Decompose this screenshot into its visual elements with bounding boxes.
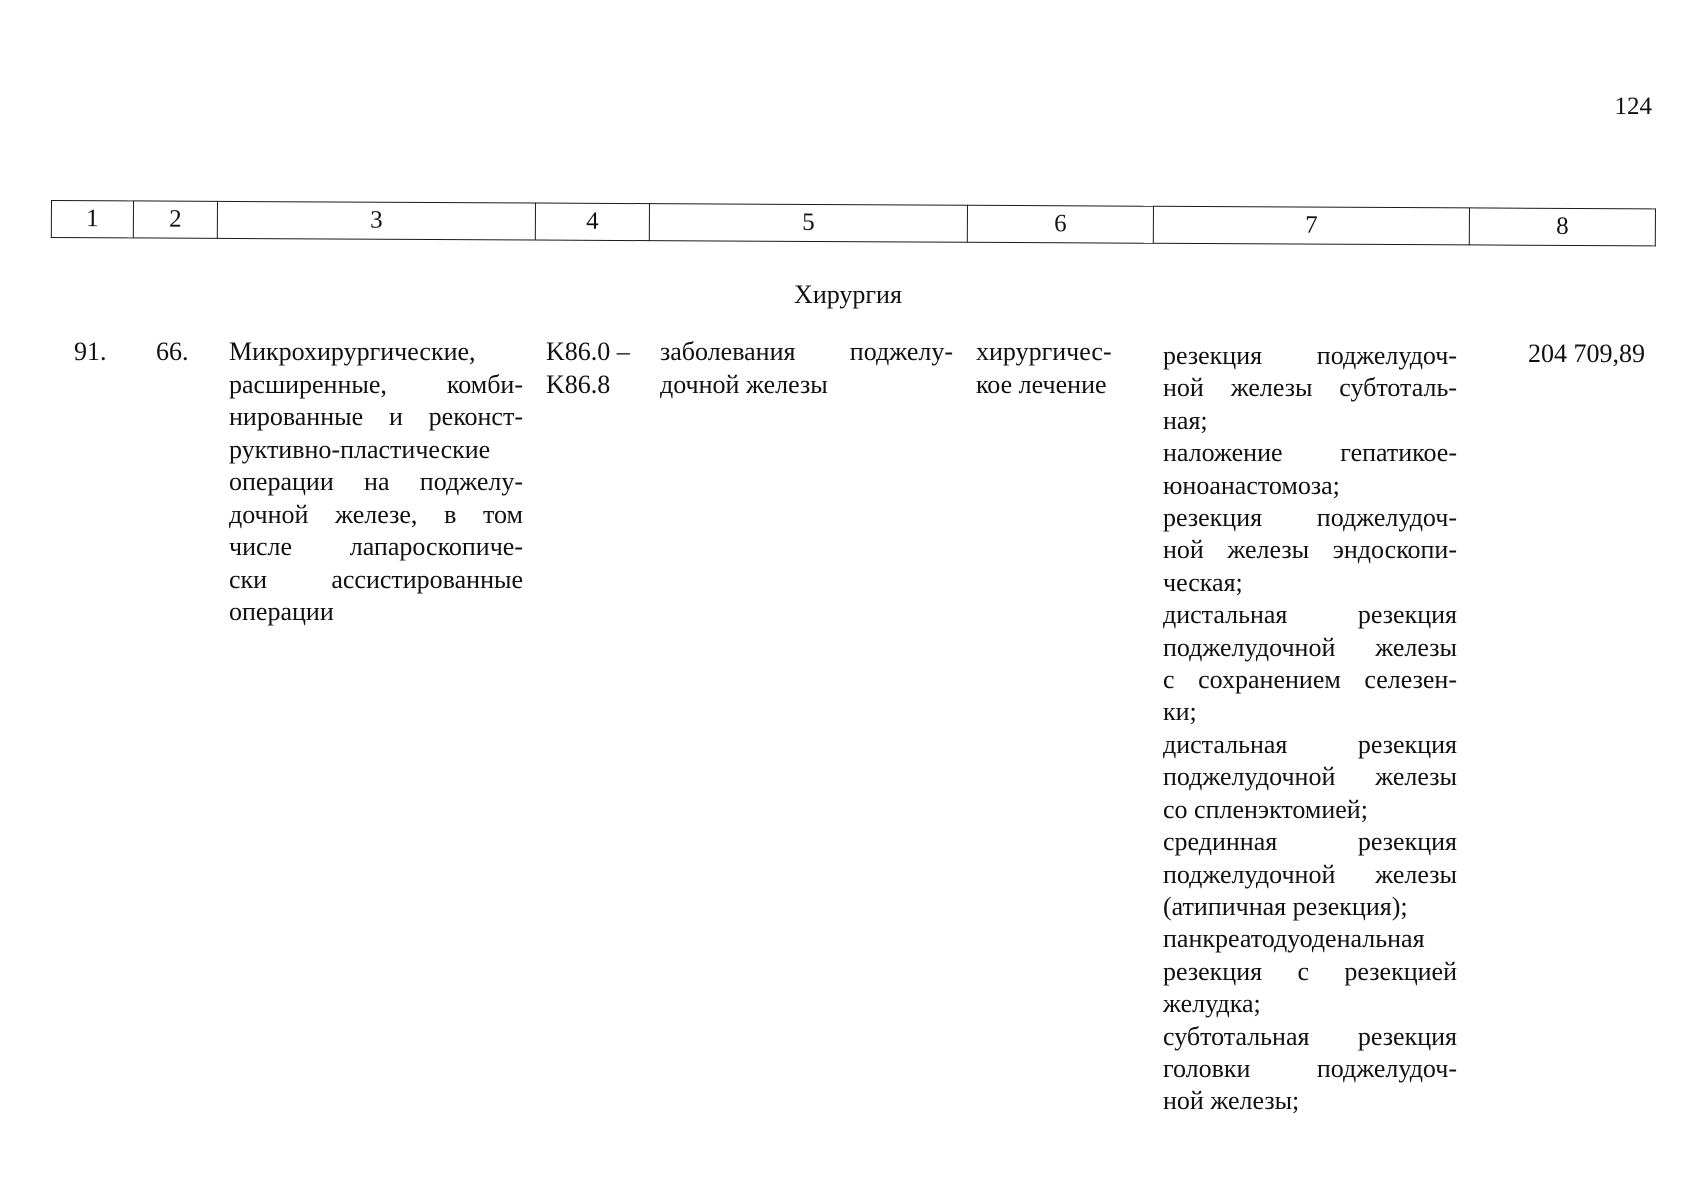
- treatment-method-line: резекция с резекцией: [1163, 956, 1457, 986]
- treatment-method-line: наложение гепатикое-: [1163, 438, 1457, 468]
- diagnosis: [660, 336, 953, 401]
- treatment-method-line: субтотальная резекция: [1163, 1021, 1457, 1051]
- treatment-method-line: панкреатодуоденальная: [1163, 924, 1425, 954]
- column-number-8: 8: [1469, 208, 1655, 246]
- column-number-5: 5: [649, 204, 967, 243]
- column-number-3: 3: [217, 201, 535, 240]
- icd-code-line: K86.0 –: [546, 337, 630, 366]
- treatment-type-line: кое лечение: [976, 369, 1107, 399]
- treatment-method-line: дистальная резекция: [1163, 600, 1457, 630]
- diagnosis-line: дочной железы: [660, 369, 828, 399]
- treatment-method-line: поджелудочной железы: [1163, 762, 1457, 792]
- treatment-method-line: ной железы эндоскопи-: [1163, 535, 1457, 565]
- treatment-method-line: с сохранением селезен-: [1163, 665, 1457, 695]
- icd-code-line: K86.8: [546, 369, 611, 399]
- treatment-methods: [1163, 340, 1457, 1118]
- column-number-4: 4: [535, 203, 649, 241]
- icd-codes: [546, 336, 650, 401]
- treatment-method-line: ной железы;: [1163, 1086, 1300, 1116]
- care-type-name-line: числе лапароскопиче-: [229, 532, 523, 561]
- page-number: 124: [1614, 93, 1652, 120]
- care-type-name-line: операции на поджелу-: [229, 467, 523, 496]
- column-number-6: 6: [967, 205, 1153, 243]
- care-type-name-line: Микрохирургические,: [229, 337, 476, 366]
- treatment-method-line: со спленэктомией;: [1163, 794, 1368, 824]
- row-number: 91.: [74, 337, 107, 366]
- treatment-method-line: срединная резекция: [1163, 827, 1457, 857]
- treatment-method-line: ной железы субтоталь-: [1163, 373, 1457, 403]
- column-number-1: 1: [51, 201, 133, 238]
- care-type-name: [229, 336, 523, 629]
- care-type-name-line: дочной железе, в том: [229, 499, 523, 529]
- treatment-method-line: резекция поджелудоч-: [1163, 503, 1457, 533]
- column-number-7: 7: [1153, 206, 1469, 245]
- treatment-method-line: дистальная резекция: [1163, 729, 1457, 759]
- treatment-method-line: резекция поджелудоч-: [1163, 341, 1457, 370]
- care-type-name-line: расширенные, комби-: [229, 369, 523, 399]
- care-type-name-line: руктивно-пластические: [229, 434, 491, 464]
- group-number: 66.: [156, 337, 189, 366]
- treatment-method-line: ки;: [1163, 697, 1197, 727]
- treatment-method-line: поджелудочной железы: [1163, 632, 1457, 662]
- treatment-method-line: желудка;: [1163, 989, 1261, 1019]
- diagnosis-line: заболевания поджелу-: [660, 337, 953, 366]
- treatment-method-line: головки поджелудоч-: [1163, 1053, 1457, 1083]
- treatment-method-line: ная;: [1163, 405, 1208, 435]
- treatment-method-line: ческая;: [1163, 567, 1243, 597]
- column-number-2: 2: [133, 201, 217, 238]
- table-row: [0, 336, 1696, 1156]
- column-number-header: [51, 200, 1656, 246]
- treatment-method-line: поджелудочной железы: [1163, 859, 1457, 889]
- treatment-type-line: хирургичес-: [976, 337, 1112, 366]
- care-type-name-line: ски ассистированные: [229, 564, 523, 594]
- care-type-name-line: нированные и реконст-: [229, 402, 523, 431]
- treatment-method-line: юноанастомоза;: [1163, 470, 1340, 500]
- treatment-method-line: (атипичная резекция);: [1163, 891, 1408, 921]
- norm-cost: 204 709,89: [1528, 339, 1645, 368]
- treatment-type: [976, 336, 1126, 401]
- care-type-name-line: операции: [229, 597, 334, 626]
- section-title: Хирургия: [794, 280, 902, 309]
